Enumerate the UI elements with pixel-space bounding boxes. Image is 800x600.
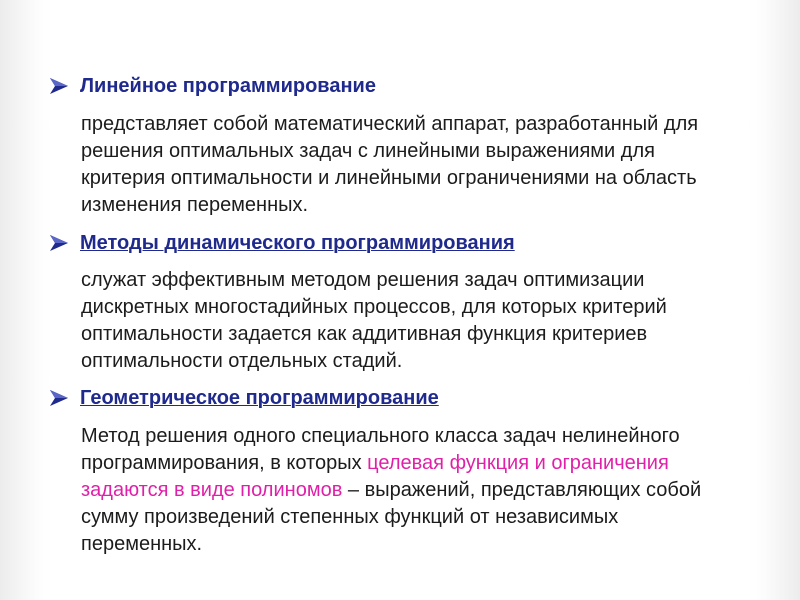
body-line: изменения переменных. bbox=[81, 194, 309, 216]
body-geometric-programming bbox=[81, 423, 761, 558]
body-dynamic-programming bbox=[81, 267, 761, 375]
body-line: переменных. bbox=[81, 533, 203, 555]
bullet-1 bbox=[48, 74, 70, 98]
body-line: сумму произведений степенных функций от независимых bbox=[81, 506, 619, 528]
body-linear-programming bbox=[81, 111, 761, 219]
body-line: оптимальности отдельных стадий. bbox=[81, 350, 403, 372]
body-text-highlight: целевая функция и ограничения bbox=[367, 452, 669, 474]
bullet-2 bbox=[48, 231, 70, 255]
body-line: критерия оптимальности и линейными ограничениями на область bbox=[81, 167, 697, 189]
body-line bbox=[81, 450, 761, 477]
body-line: служат эффективным методом решения задач оптимизации bbox=[81, 269, 645, 291]
body-text-plain: программирования, в которых bbox=[81, 452, 368, 474]
heading-linear-programming bbox=[80, 74, 376, 98]
body-line: дискретных многостадийных процессов, для которых критерий bbox=[81, 296, 667, 318]
body-line bbox=[81, 477, 761, 504]
body-line: оптимальности задается как аддитивная функция критериев bbox=[81, 323, 648, 345]
chevron-arrow-icon bbox=[48, 76, 70, 96]
chevron-arrow-icon bbox=[48, 233, 70, 253]
body-line: представляет собой математический аппарат, разработанный для bbox=[81, 113, 699, 135]
heading-geometric-programming bbox=[80, 386, 439, 410]
bullet-3 bbox=[48, 386, 70, 410]
heading-text: Геометрическое программирование bbox=[80, 387, 439, 409]
chevron-arrow-icon bbox=[48, 388, 70, 408]
heading-text: Линейное программирование bbox=[80, 75, 376, 97]
heading-dynamic-programming bbox=[80, 231, 515, 255]
body-text-plain: – выражений, представляющих собой bbox=[342, 479, 702, 501]
body-line: решения оптимальных задач с линейными выражениями для bbox=[81, 140, 655, 162]
body-text-highlight: задаются в виде полиномов bbox=[81, 479, 343, 501]
heading-text: Методы динамического программирования bbox=[80, 232, 515, 254]
body-line: Метод решения одного специального класса задач нелинейного bbox=[81, 425, 680, 447]
